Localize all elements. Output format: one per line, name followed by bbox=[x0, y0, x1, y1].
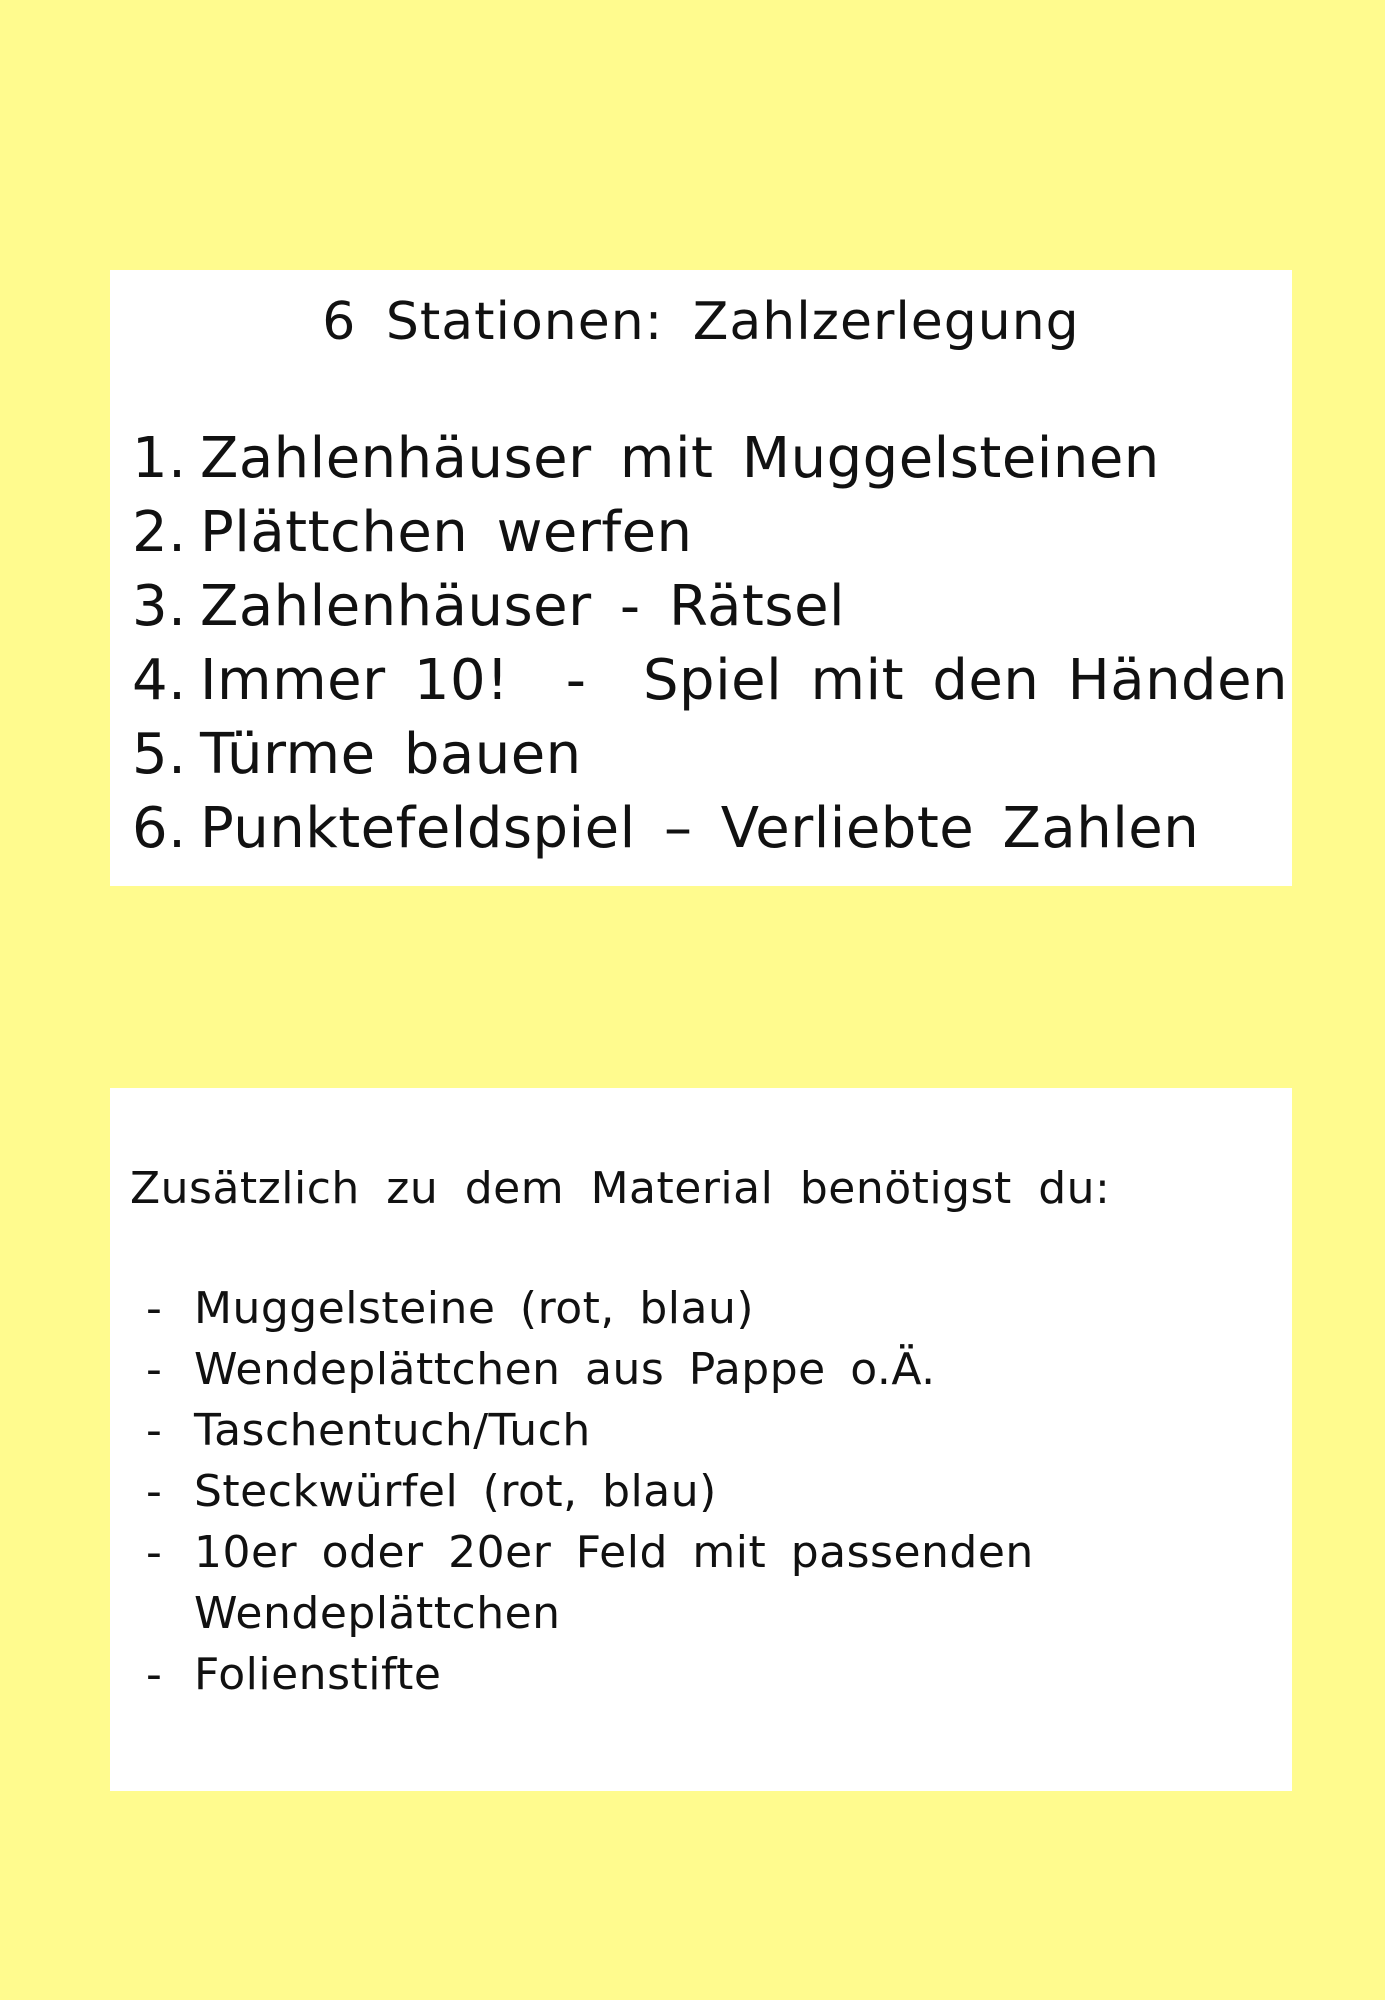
material-label: Wendeplättchen aus Pappe o.Ä. bbox=[194, 1344, 936, 1395]
stations-card bbox=[110, 270, 1292, 886]
bullet-dash: - bbox=[146, 1527, 163, 1578]
station-label: Zahlenhäuser mit Muggelsteinen bbox=[200, 426, 1160, 491]
station-label: Plättchen werfen bbox=[200, 500, 693, 565]
bullet-dash: - bbox=[146, 1283, 163, 1334]
list-item bbox=[146, 1522, 1034, 1583]
station-label: Punktefeldspiel – Verliebte Zahlen bbox=[200, 796, 1200, 861]
station-number: 5. bbox=[132, 722, 187, 787]
station-number: 1. bbox=[132, 426, 187, 491]
list-item bbox=[132, 422, 1288, 496]
list-item-continuation bbox=[146, 1583, 1034, 1644]
stations-list bbox=[132, 422, 1288, 866]
list-item bbox=[132, 644, 1288, 718]
materials-card bbox=[110, 1088, 1292, 1791]
station-number: 4. bbox=[132, 648, 187, 713]
station-number: 3. bbox=[132, 574, 187, 639]
list-item bbox=[132, 792, 1288, 866]
station-number: 6. bbox=[132, 796, 187, 861]
material-label: Folienstifte bbox=[194, 1649, 442, 1700]
stations-title: 6 Stationen: Zahlzerlegung bbox=[322, 292, 1080, 352]
list-item bbox=[146, 1644, 1034, 1705]
station-label: Zahlenhäuser - Rätsel bbox=[200, 574, 846, 639]
list-item bbox=[146, 1278, 1034, 1339]
list-item bbox=[146, 1461, 1034, 1522]
bullet-dash: - bbox=[146, 1649, 163, 1700]
list-item bbox=[146, 1400, 1034, 1461]
station-label: Immer 10! - Spiel mit den Händen bbox=[200, 648, 1289, 713]
materials-list bbox=[146, 1278, 1034, 1705]
material-label: 10er oder 20er Feld mit passenden bbox=[194, 1527, 1034, 1578]
material-label: Steckwürfel (rot, blau) bbox=[194, 1466, 717, 1517]
material-label: Wendeplättchen bbox=[194, 1588, 561, 1639]
station-label: Türme bauen bbox=[200, 722, 582, 787]
list-item bbox=[132, 570, 1288, 644]
material-label: Taschentuch/Tuch bbox=[194, 1405, 591, 1456]
list-item bbox=[132, 496, 1288, 570]
list-item bbox=[132, 718, 1288, 792]
station-number: 2. bbox=[132, 500, 187, 565]
list-item bbox=[146, 1339, 1034, 1400]
bullet-dash: - bbox=[146, 1405, 163, 1456]
bullet-dash: - bbox=[146, 1344, 163, 1395]
bullet-dash: - bbox=[146, 1466, 163, 1517]
materials-intro: Zusätzlich zu dem Material benötigst du: bbox=[130, 1163, 1111, 1214]
material-label: Muggelsteine (rot, blau) bbox=[194, 1283, 755, 1334]
